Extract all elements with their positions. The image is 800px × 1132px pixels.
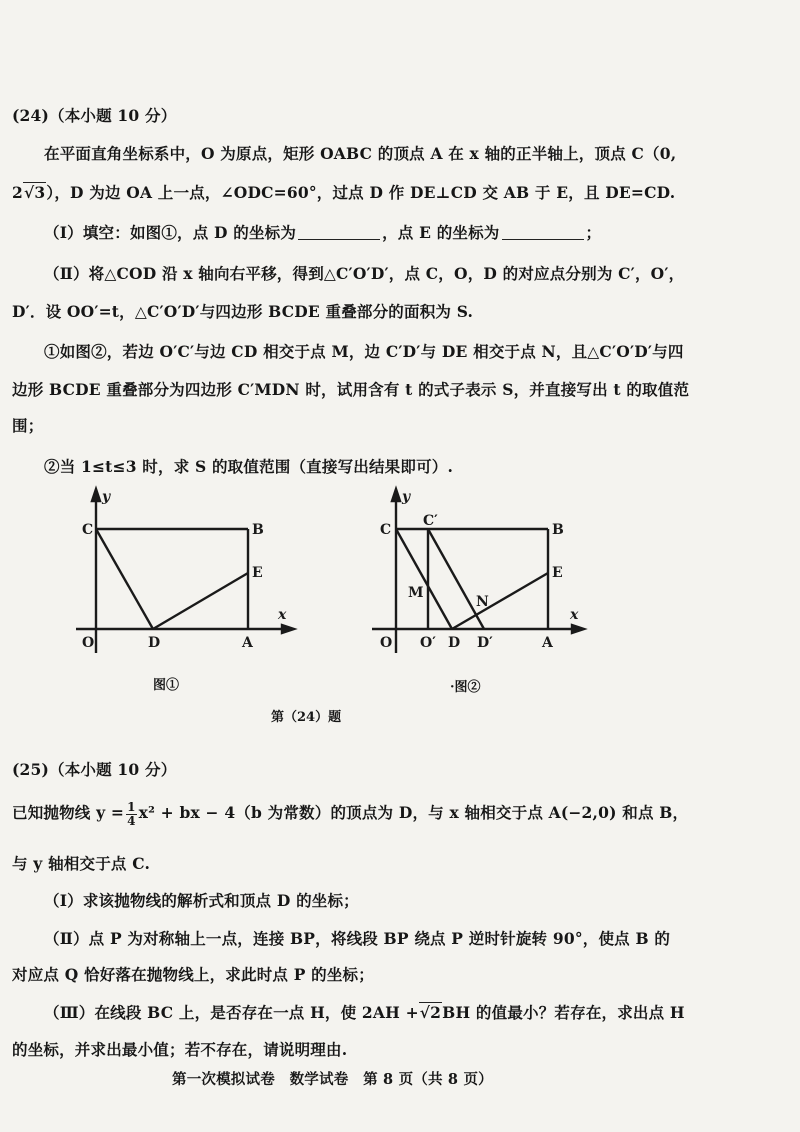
fig1-label-a: A — [242, 635, 253, 651]
q24-sub1-line2: 边形 BCDE 重叠部分为四边形 C′MDN 时，试用含有 t 的式子表示 S，并直接写出 t 的取值范 — [12, 380, 690, 399]
q24-sub1-line1: ①如图②，若边 O′C′与边 CD 相交于点 M，边 C′D′与 DE 相交于点 N，且△C′O′D′与四 — [44, 342, 684, 361]
fraction-denominator: 4 — [127, 813, 136, 828]
segment-cp-dp — [428, 529, 484, 629]
page-footer: 第一次模拟试卷 数学试卷 第 8 页（共 8 页） — [172, 1071, 493, 1088]
fig2-caption: ·图② — [450, 680, 481, 695]
sqrt-radicand: 2 — [430, 1003, 442, 1022]
x-axis-arrow — [282, 625, 294, 633]
fig2-label-e: E — [552, 565, 563, 581]
q24-part2-line1: （Ⅱ）将△COD 沿 x 轴向右平移，得到△C′O′D′，点 C，O，D 的对应点分别为 C′，O′， — [44, 264, 685, 283]
q25-part3-text-a: （Ⅲ）在线段 BC 上，是否存在一点 H，使 2AH + — [44, 1003, 419, 1022]
fig2-label-x: x — [570, 607, 579, 623]
segment-de — [452, 573, 548, 629]
q24-part2-line2: D′．设 OO′=t，△C′O′D′与四边形 BCDE 重叠部分的面积为 S. — [12, 302, 474, 321]
q24-header: (24)（本小题 10 分） — [12, 106, 177, 125]
part1-text-b: ，点 E 的坐标为 — [382, 223, 500, 242]
fig2-label-d: D — [448, 635, 461, 651]
answer-blank-e[interactable] — [502, 223, 584, 240]
answer-blank-d[interactable] — [298, 223, 380, 240]
q25-part1: （Ⅰ）求该抛物线的解析式和顶点 D 的坐标； — [44, 891, 359, 910]
sqrt-radicand: 3 — [34, 183, 46, 202]
fraction — [126, 801, 137, 828]
q25-line1-text-b: x² + bx − 4（b 为常数）的顶点为 D，与 x 轴相交于点 A(−2,0) 和点 B， — [138, 803, 689, 822]
q25-part3-line2: 的坐标，并求出最小值；若不存在，请说明理由. — [12, 1040, 348, 1059]
fig1-label-e: E — [252, 565, 263, 581]
q25-line1 — [12, 798, 780, 828]
part1-text-c: ； — [585, 223, 602, 242]
fig2-label-op: O′ — [420, 635, 436, 651]
fig1-label-b: B — [252, 522, 264, 538]
fig2-label-b: B — [552, 522, 564, 538]
part1-text-a: （Ⅰ）填空：如图①，点 D 的坐标为 — [44, 223, 297, 242]
fig2-label-n: N — [476, 594, 489, 610]
fig2-label-o: O — [380, 635, 393, 651]
segment-cd — [96, 529, 153, 629]
q25-part2-line1: （Ⅱ）点 P 为对称轴上一点，连接 BP，将线段 BP 绕点 P 逆时针旋转 90°，使点 B 的 — [44, 929, 671, 948]
fig2-label-dp: D′ — [477, 635, 493, 651]
q24-part1 — [44, 221, 780, 245]
figure-1 — [70, 485, 300, 665]
fig2-label-m: M — [408, 585, 424, 601]
y-axis-arrow — [92, 489, 100, 501]
q25-part3-text-b: BH 的值最小？若存在，求出点 H — [442, 1003, 685, 1022]
q25-line2: 与 y 轴相交于点 C. — [12, 854, 151, 873]
fig1-label-c: C — [82, 522, 94, 538]
intro-rest-text: ），D 为边 OA 上一点，∠ODC=60°，过点 D 作 DE⊥CD 交 AB 于 E，且 DE=CD. — [46, 183, 676, 202]
fig1-label-d: D — [148, 635, 161, 651]
q25-line1-text-a: 已知抛物线 y = — [12, 803, 125, 822]
fig1-label-o: O — [82, 635, 95, 651]
sqrt-symbol: √3 — [24, 183, 46, 202]
fig2-label-cp: C′ — [423, 513, 438, 529]
q25-part3-line1 — [44, 1001, 780, 1025]
coef-text: 2 — [12, 183, 23, 202]
figure-2 — [364, 485, 594, 665]
q24-intro-line1: 在平面直角坐标系中，O 为原点，矩形 OABC 的顶点 A 在 x 轴的正半轴上，顶点 C（0, — [44, 144, 677, 163]
segment-cd — [396, 529, 452, 629]
fig1-label-x: x — [278, 607, 287, 623]
figure-caption: 第（24）题 — [271, 710, 342, 725]
q25-part2-line2: 对应点 Q 恰好落在抛物线上，求此时点 P 的坐标； — [12, 965, 374, 984]
fig2-label-y: y — [402, 489, 411, 505]
fig2-label-c: C — [380, 522, 392, 538]
fig1-caption: 图① — [153, 678, 180, 693]
q24-sub1-line3: 围； — [12, 416, 44, 435]
x-axis-arrow — [572, 625, 584, 633]
fraction-numerator: 1 — [127, 799, 136, 814]
fig2-label-a: A — [542, 635, 553, 651]
y-axis-arrow — [392, 489, 400, 501]
fig1-label-y: y — [102, 489, 111, 505]
q24-intro-line2 — [12, 181, 780, 205]
q24-sub2: ②当 1≤t≤3 时，求 S 的取值范围（直接写出结果即可）. — [44, 457, 454, 476]
q25-header: (25)（本小题 10 分） — [12, 760, 177, 779]
sqrt-symbol: √2 — [419, 1003, 442, 1022]
segment-de — [153, 573, 248, 629]
